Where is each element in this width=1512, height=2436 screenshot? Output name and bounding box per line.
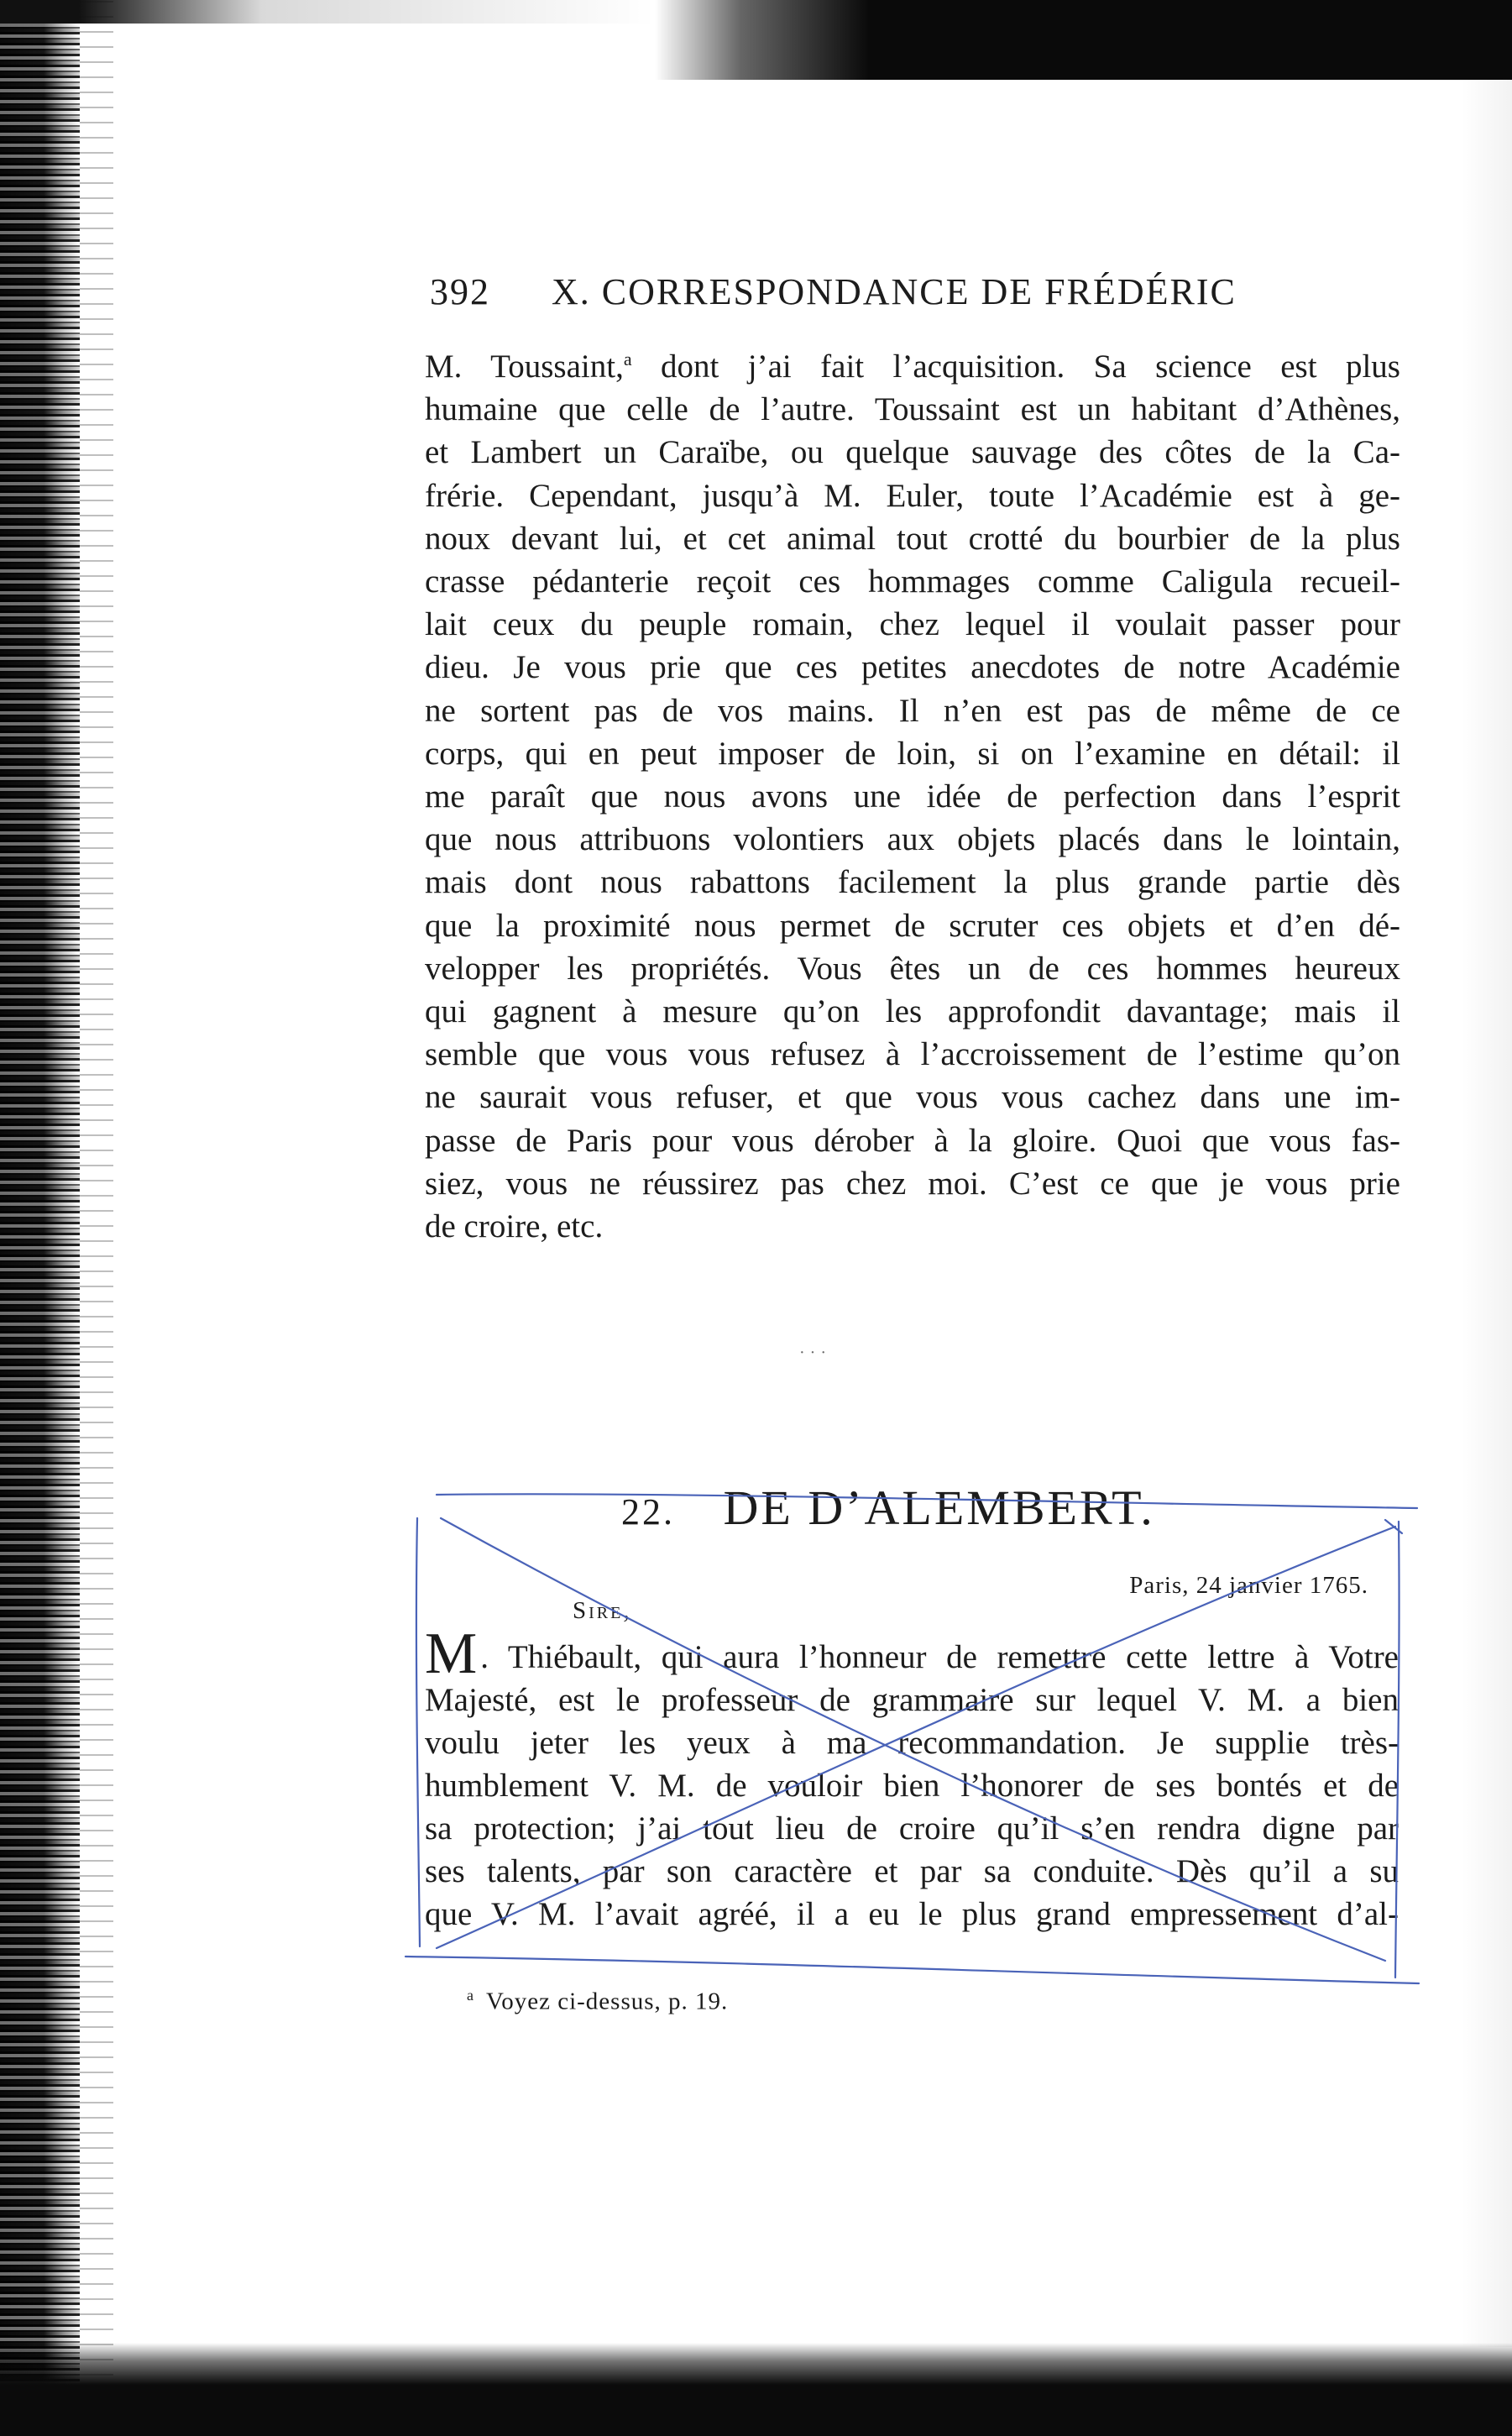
body-line: de croire, etc. [425,1208,604,1245]
scan-edge-bottom [0,2343,1512,2436]
body-line: ne sortent pas de vos mains. Il n’en est pas de même de ce [425,692,1400,729]
letter-line: ses talents, par son caractère et par sa conduite. Dès qu’il a su [425,1853,1399,1889]
running-title: X. CORRESPONDANCE DE FRÉDÉRIC [552,271,1237,312]
body-line: ne saurait vous refuser, et que vous vous cachez dans une im- [425,1079,1400,1116]
body-line: noux devant lui, et cet animal tout crotté du bourbier de la plus [425,520,1400,557]
body-line: semble que vous vous refusez à l’accroissement de l’estime qu’on [425,1036,1400,1073]
body-line: frérie. Cependant, jusqu’à M. Euler, toute l’Académie est à ge- [425,477,1400,514]
letter-line: humblement V. M. de vouloir bien l’honorer de ses bontés et de [425,1768,1399,1804]
pen-corner-mark [1385,1520,1402,1533]
letter-body [425,1621,1399,1936]
section-separator: ··· [799,1344,831,1362]
letter-salutation: Sire, [573,1597,632,1624]
body-line: me paraît que nous avons une idée de perfection dans l’esprit [425,778,1400,815]
body-line: corps, qui en peut imposer de loin, si on l’examine en détail: il [425,735,1400,772]
letter-line: sa protection; j’ai tout lieu de croire qu’il s’en rendra digne par [425,1810,1399,1847]
running-head [430,270,1269,313]
scan-edge-left [0,0,80,2436]
pen-box-left [416,1518,420,1946]
body-line: humaine que celle de l’autre. Toussaint est un habitant d’Athènes, [425,391,1400,428]
scan-edge-top [655,0,1512,80]
page-number: 392 [430,271,490,312]
footnote-ref: a [623,348,632,369]
body-line: passe de Paris pour vous dérober à la gloire. Quoi que vous fas- [425,1122,1400,1159]
letter-date: Paris, 24 janvier 1765. [1129,1572,1368,1599]
footnote [467,1987,887,2016]
body-line: et Lambert un Caraïbe, ou quelque sauvage des côtes de la Ca- [425,434,1400,471]
letter-line: M . Thiébault, qui aura l’honneur de remettre cette lettre à Votre [425,1621,1399,1686]
body-text [425,338,1400,1248]
body-line: crasse pédanterie reçoit ces hommages comme Caligula recueil- [425,563,1400,600]
scan-edge-left-speckle [80,0,113,2436]
body-line: mais dont nous rabattons facilement la plus grande partie dès [425,864,1400,901]
body-line: que la proximité nous permet de scruter ces objets et d’en dé- [425,907,1400,944]
letter-heading [621,1480,1377,1536]
body-line: M. Toussaint,$^a$ dont j’ai fait l’acquisition. Sa science est plus [425,348,1400,385]
scan-edge-top-left [0,0,655,24]
letter-line: voulu jeter les yeux à ma recommandation. Je supplie très- [425,1725,1399,1761]
footnote-marker: a [467,1987,474,2004]
letter-number: 22. [621,1491,675,1532]
body-line: velopper les propriétés. Vous êtes un de ces hommes heureux [425,950,1400,987]
letter-title: DE D’ALEMBERT. [723,1480,1155,1535]
pen-box-bottom [405,1957,1419,1983]
drop-cap: M [425,1621,478,1686]
body-line: dieu. Je vous prie que ces petites anecdotes de notre Académie [425,649,1400,686]
scan-edge-right [1461,80,1512,2347]
body-line: que nous attribuons volontiers aux objets placés dans le lointain, [425,821,1400,858]
letter-line: que V. M. l’avait agréé, il a eu le plus grand empressement d’al- [425,1896,1399,1932]
body-line: qui gagnent à mesure qu’on les approfondit davantage; mais il [425,993,1400,1030]
letter-line: Majesté, est le professeur de grammaire sur lequel V. M. a bien [425,1682,1399,1718]
body-line: lait ceux du peuple romain, chez lequel il voulait passer pour [425,606,1400,643]
footnote-text: Voyez ci-dessus, p. 19. [486,1988,729,2015]
body-line: siez, vous ne réussirez pas chez moi. C’est ce que je vous prie [425,1165,1400,1202]
